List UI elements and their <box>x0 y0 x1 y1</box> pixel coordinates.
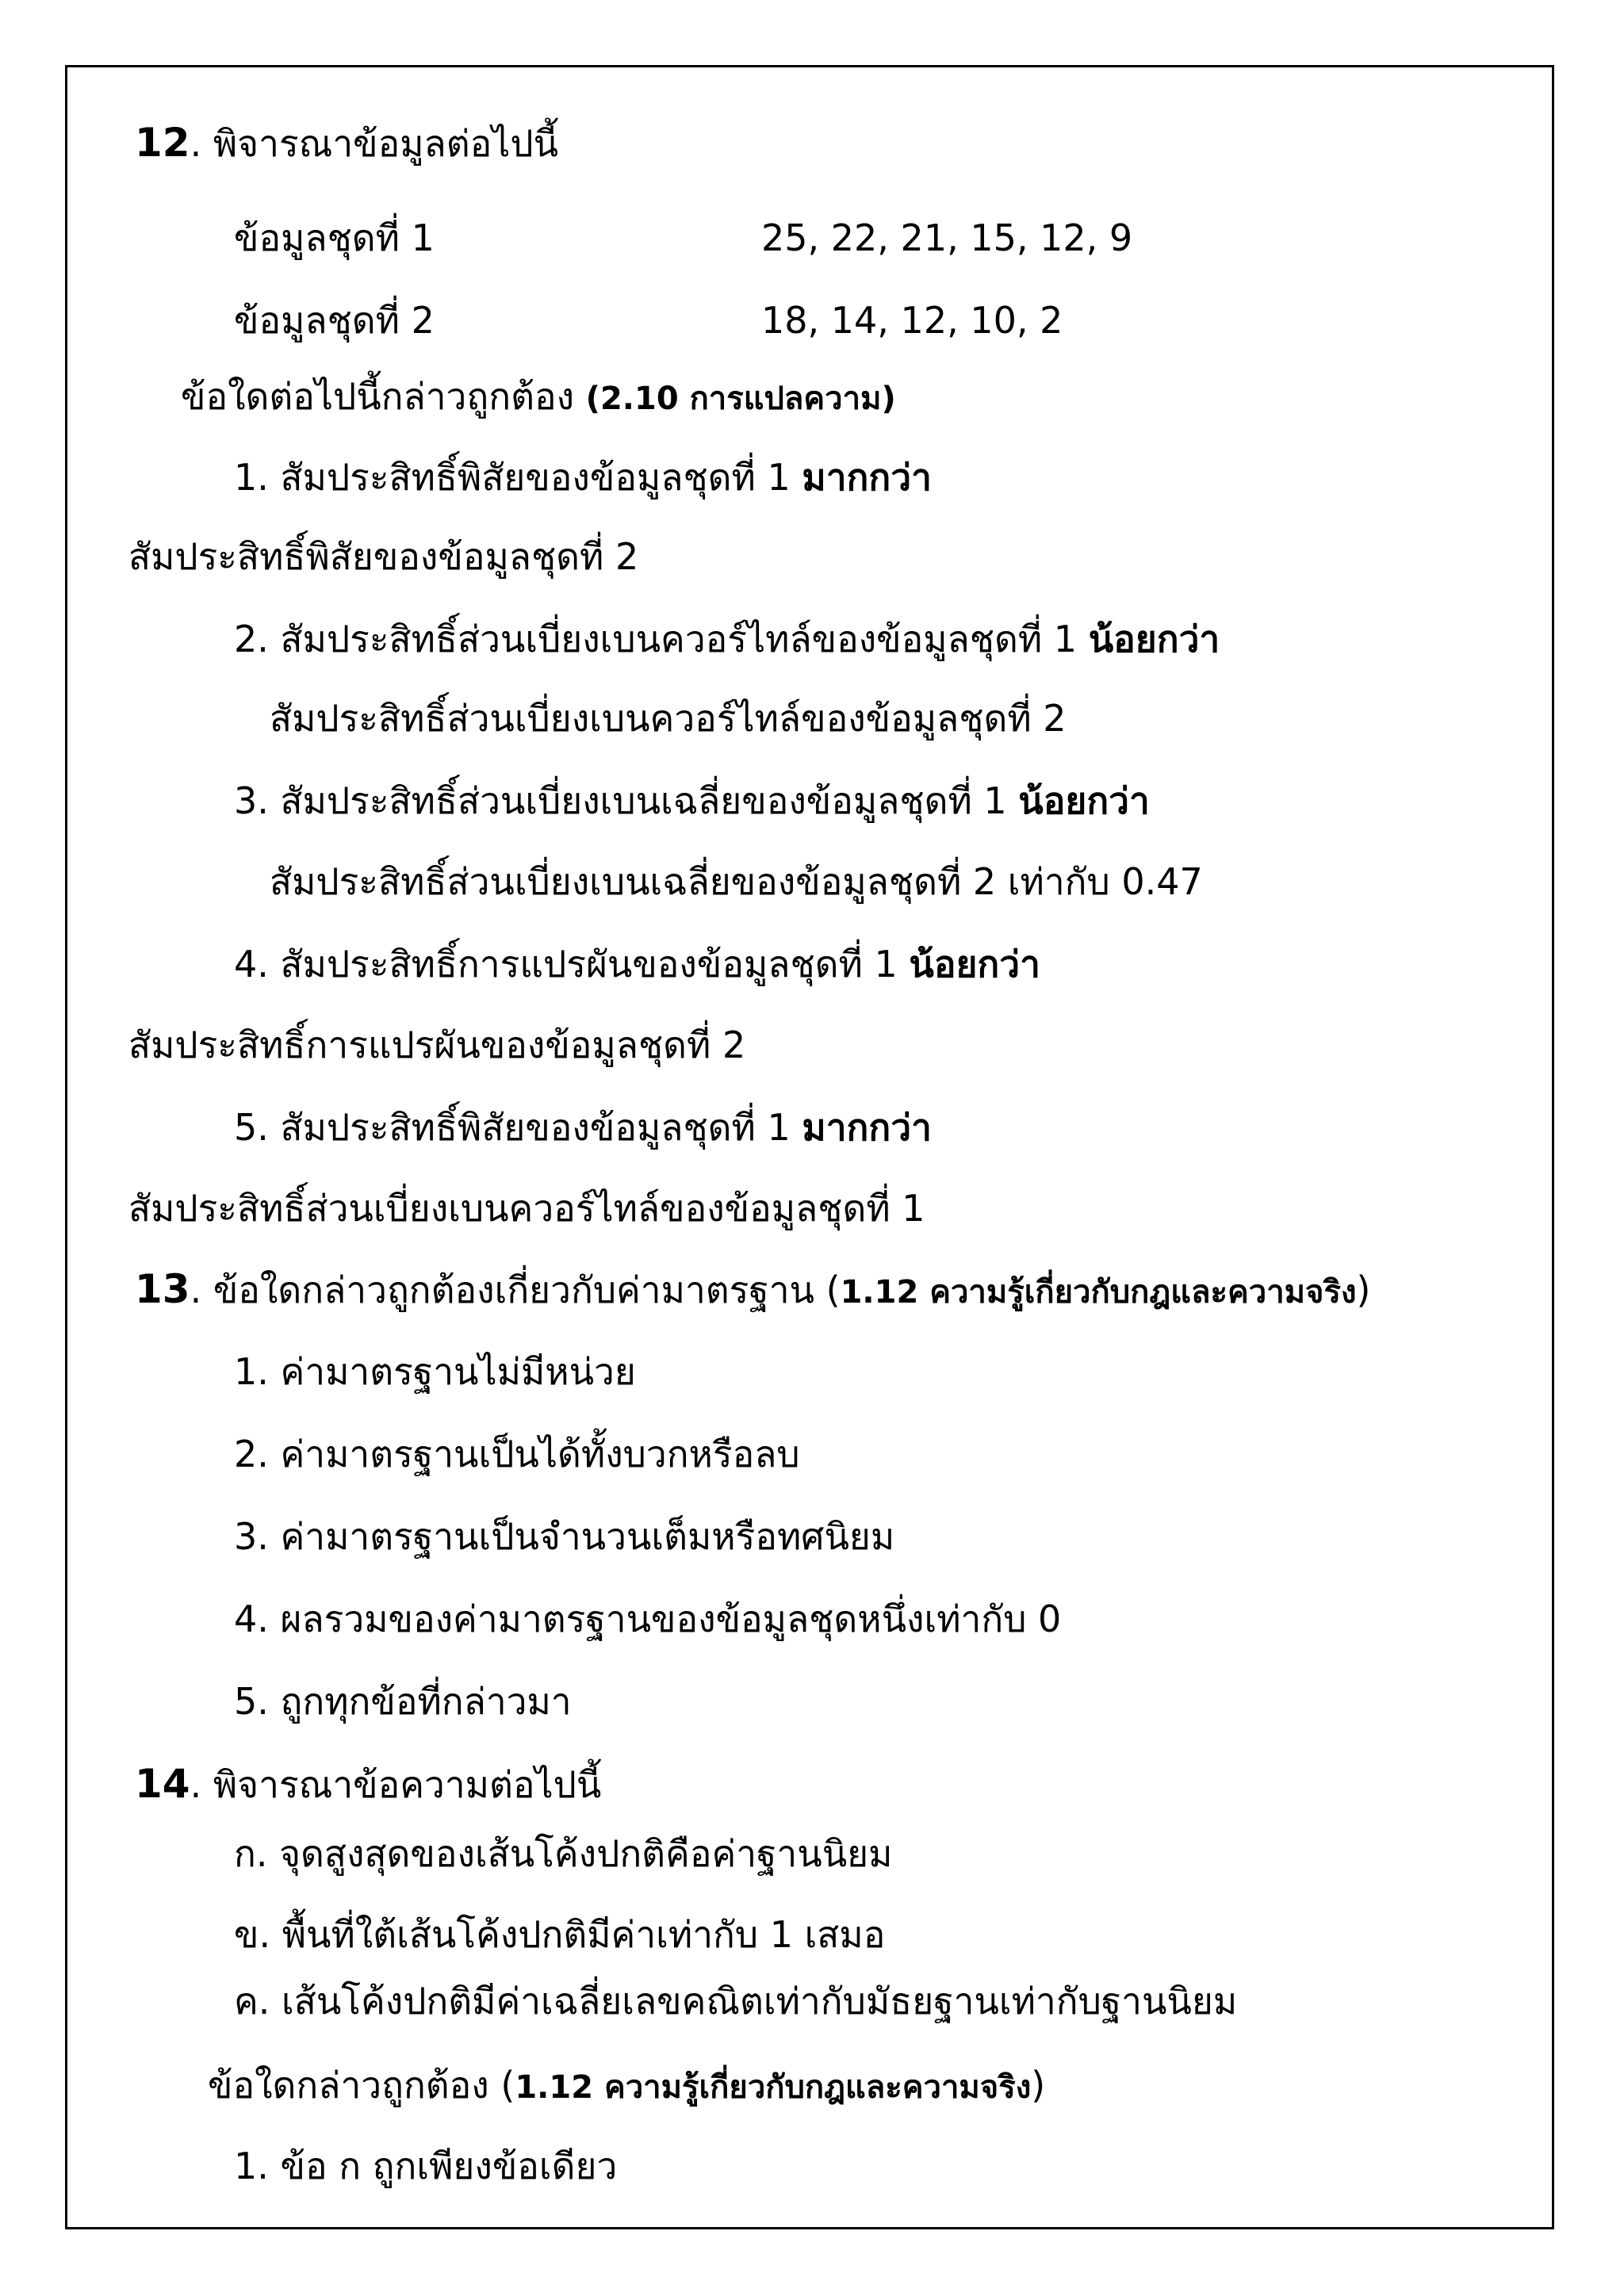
q14-statement-c: ค. เส้นโค้งปกติมีค่าเฉลี่ยเลขคณิตเท่ากับมัธยฐานเท่ากับฐานนิยม <box>234 1980 1238 2022</box>
q13-choice-3: 3. ค่ามาตรฐานเป็นจำนวนเต็มหรือทศนิยม <box>234 1515 895 1558</box>
q12-set2: ข้อมูลชุดที่ 2 18, 14, 12, 10, 2 <box>234 299 1063 342</box>
q14-statement-b: ข. พื้นที่ใต้เส้นโค้งปกติมีค่าเท่ากับ 1 เสมอ <box>234 1913 886 1956</box>
q14-question: ข้อใดกล่าวถูกต้อง (1.12 ความรู้เกี่ยวกับกฎและความจริง) <box>208 2064 1046 2107</box>
q12-choice-4-cont: สัมประสิทธิ์การแปรผันของข้อมูลชุดที่ 2 <box>128 1024 746 1066</box>
q13-choice-5: 5. ถูกทุกข้อที่กล่าวมา <box>234 1680 572 1723</box>
q13-stem: 13. ข้อใดกล่าวถูกต้องเกี่ยวกับค่ามาตรฐาน (1.12 ความรู้เกี่ยวกับกฎและความจริง) <box>135 1266 1371 1312</box>
q12-question: ข้อใดต่อไปนี้กล่าวถูกต้อง (2.10 การแปลความ) <box>181 375 896 418</box>
q12-set1: ข้อมูลชุดที่ 1 25, 22, 21, 15, 12, 9 <box>234 216 1133 259</box>
q12-choice-2-cont: สัมประสิทธิ์ส่วนเบี่ยงเบนควอร์ไทล์ของข้อมูลชุดที่ 2 <box>270 697 1067 740</box>
q12-choice-2: 2. สัมประสิทธิ์ส่วนเบี่ยงเบนควอร์ไทล์ของข้อมูลชุดที่ 1 น้อยกว่า <box>234 618 1220 660</box>
q12-stem: 12. พิจารณาข้อมูลต่อไปนี้ <box>135 120 559 166</box>
q14-statement-a: ก. จุดสูงสุดของเส้นโค้งปกติคือค่าฐานนิยม <box>234 1832 893 1875</box>
q12-choice-3-cont: สัมประสิทธิ์ส่วนเบี่ยงเบนเฉลี่ยของข้อมูลชุดที่ 2 เท่ากับ 0.47 <box>270 860 1203 903</box>
q14-choice-1: 1. ข้อ ก ถูกเพียงข้อเดียว <box>234 2145 618 2187</box>
q12-choice-1-cont: สัมประสิทธิ์พิสัยของข้อมูลชุดที่ 2 <box>128 535 639 578</box>
q12-choice-4: 4. สัมประสิทธิ์การแปรผันของข้อมูลชุดที่ 1 น้อยกว่า <box>234 943 1040 985</box>
q12-choice-5-cont: สัมประสิทธิ์ส่วนเบี่ยงเบนควอร์ไทล์ของข้อมูลชุดที่ 1 <box>128 1187 925 1230</box>
q12-choice-1: 1. สัมประสิทธิ์พิสัยของข้อมูลชุดที่ 1 มากกว่า <box>234 456 932 499</box>
q14-stem: 14. พิจารณาข้อความต่อไปนี้ <box>135 1761 602 1807</box>
q13-choice-4: 4. ผลรวมของค่ามาตรฐานของข้อมูลชุดหนึ่งเท่ากับ 0 <box>234 1598 1062 1640</box>
q13-choice-1: 1. ค่ามาตรฐานไม่มีหน่วย <box>234 1350 636 1393</box>
q12-choice-3: 3. สัมประสิทธิ์ส่วนเบี่ยงเบนเฉลี่ยของข้อมูลชุดที่ 1 น้อยกว่า <box>234 779 1150 822</box>
q12-choice-5: 5. สัมประสิทธิ์พิสัยของข้อมูลชุดที่ 1 มากกว่า <box>234 1106 932 1149</box>
q13-choice-2: 2. ค่ามาตรฐานเป็นได้ทั้งบวกหรือลบ <box>234 1433 800 1475</box>
